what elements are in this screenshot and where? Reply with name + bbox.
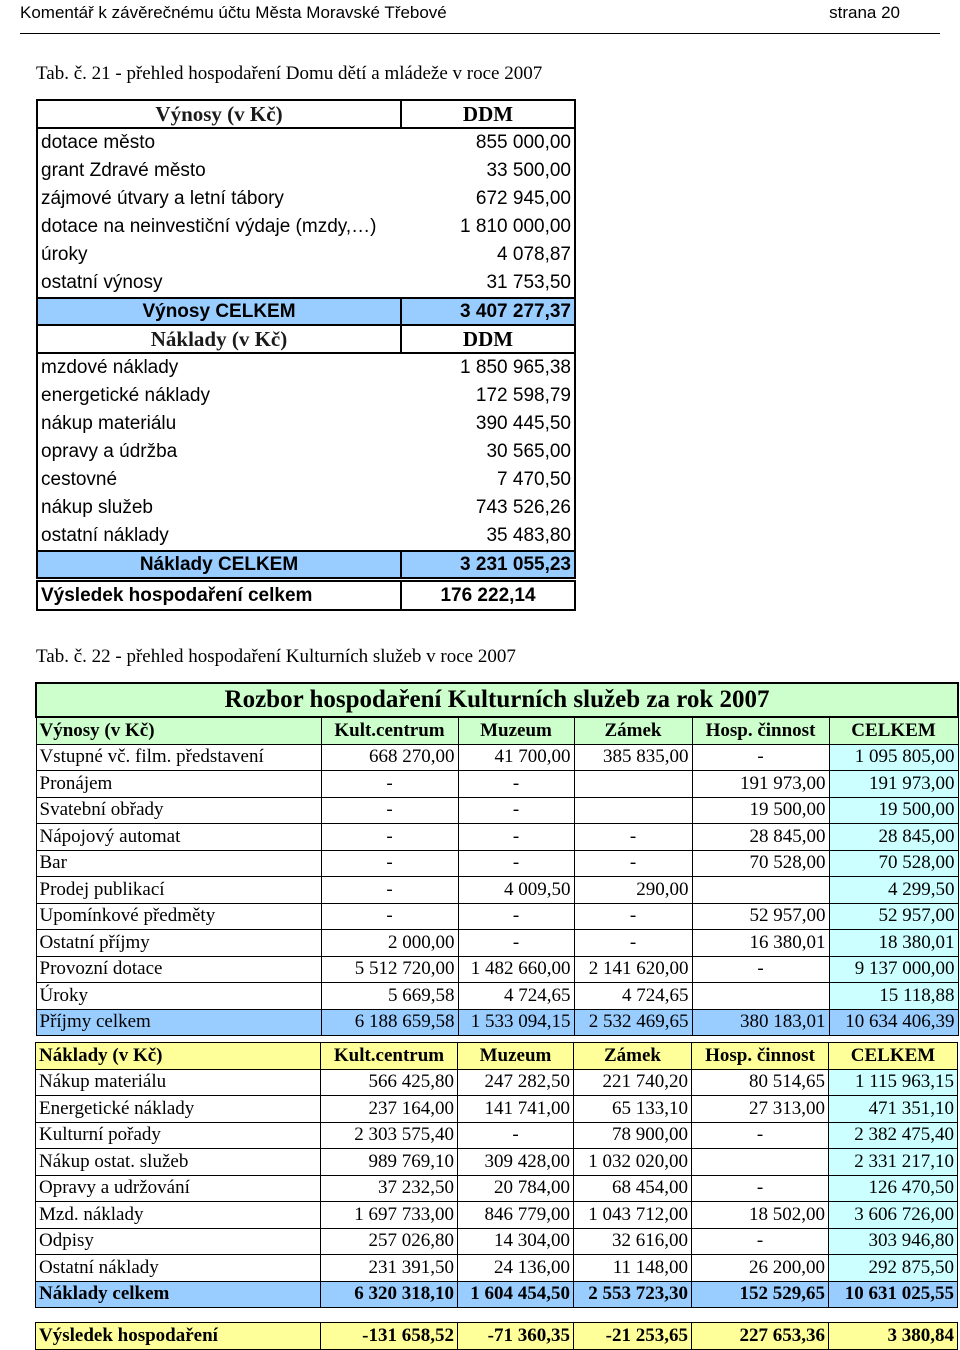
table2-result — [35, 1322, 958, 1350]
row-value: 2 382 475,40 — [829, 1122, 958, 1149]
table-row — [37, 213, 575, 241]
total-value: 1 604 454,50 — [458, 1281, 574, 1308]
row-label: dotace na neinvestiční výdaje (mzdy,…) — [37, 213, 401, 241]
table-row — [36, 983, 958, 1010]
row-value: 28 845,00 — [692, 824, 829, 851]
row-value: 35 483,80 — [401, 522, 575, 551]
row-value: 3 606 726,00 — [829, 1202, 958, 1229]
total-value: 2 532 469,65 — [574, 1009, 692, 1036]
row-label: nákup materiálu — [37, 410, 401, 438]
table-row — [37, 382, 575, 410]
row-label: cestovné — [37, 466, 401, 494]
row-value: 28 845,00 — [829, 824, 958, 851]
table-header-row — [36, 1043, 958, 1070]
row-value: 30 565,00 — [401, 438, 575, 466]
row-value: 191 973,00 — [829, 771, 958, 798]
row-value: 18 502,00 — [692, 1202, 829, 1229]
row-value: 32 616,00 — [574, 1228, 692, 1255]
row-value: 18 380,01 — [829, 930, 958, 957]
row-value: 4 724,65 — [458, 983, 574, 1010]
row-label: Vstupné vč. film. představení — [36, 744, 321, 771]
table1-revenues — [36, 99, 576, 326]
row-value: 5 669,58 — [321, 983, 458, 1010]
result-value: -131 658,52 — [321, 1323, 458, 1350]
row-value: 26 200,00 — [692, 1255, 829, 1282]
row-label: Odpisy — [36, 1228, 321, 1255]
row-value: 846 779,00 — [458, 1202, 574, 1229]
row-value: 743 526,26 — [401, 494, 575, 522]
row-value: - — [574, 824, 692, 851]
result-label: Výsledek hospodaření — [36, 1323, 321, 1350]
row-value: 70 528,00 — [829, 850, 958, 877]
row-value: 24 136,00 — [458, 1255, 574, 1282]
row-label: grant Zdravé město — [37, 157, 401, 185]
total-label: Náklady celkem — [36, 1281, 321, 1308]
row-value: - — [321, 850, 458, 877]
row-value: 672 945,00 — [401, 185, 575, 213]
row-value: 52 957,00 — [829, 903, 958, 930]
result-value: -71 360,35 — [458, 1323, 574, 1350]
column-header: Hosp. činnost — [692, 1043, 829, 1070]
row-value: - — [458, 930, 574, 957]
result-value: 227 653,36 — [692, 1323, 829, 1350]
column-header: Muzeum — [458, 1043, 574, 1070]
row-value: 11 148,00 — [574, 1255, 692, 1282]
row-label: Nákup materiálu — [36, 1069, 321, 1096]
row-value — [692, 983, 829, 1010]
row-value: 247 282,50 — [458, 1069, 574, 1096]
table-row — [37, 410, 575, 438]
total-label: Náklady CELKEM — [37, 551, 401, 578]
row-label: Bar — [36, 850, 321, 877]
row-value — [692, 877, 829, 904]
row-value: 1 032 020,00 — [574, 1149, 692, 1176]
table-row — [36, 903, 958, 930]
table-title-row — [36, 683, 958, 717]
row-value: 290,00 — [574, 877, 692, 904]
column-header: CELKEM — [829, 717, 958, 744]
table-row — [37, 185, 575, 213]
row-value: 9 137 000,00 — [829, 956, 958, 983]
table-row — [36, 956, 958, 983]
row-value: 471 351,10 — [829, 1096, 958, 1123]
row-value: 292 875,50 — [829, 1255, 958, 1282]
table2-caption: Tab. č. 22 - přehled hospodaření Kulturních služeb v roce 2007 — [36, 646, 516, 667]
row-value: - — [458, 797, 574, 824]
total-value: 3 231 055,23 — [401, 551, 575, 578]
table-row — [36, 930, 958, 957]
row-value: - — [692, 744, 829, 771]
row-label: mzdové náklady — [37, 353, 401, 382]
table-title: Rozbor hospodaření Kulturních služeb za rok 2007 — [36, 683, 958, 717]
row-value: 7 470,50 — [401, 466, 575, 494]
result-label: Výsledek hospodaření celkem — [37, 581, 401, 610]
table1-result — [36, 580, 576, 611]
row-value: - — [574, 850, 692, 877]
total-row — [37, 298, 575, 325]
table-row — [36, 771, 958, 798]
row-value — [574, 771, 692, 798]
row-value: 27 313,00 — [692, 1096, 829, 1123]
table-row — [37, 438, 575, 466]
column-header: Hosp. činnost — [692, 717, 829, 744]
row-value: 1 850 965,38 — [401, 353, 575, 382]
column-header: Kult.centrum — [321, 717, 458, 744]
row-label: Upomínkové předměty — [36, 903, 321, 930]
row-value: - — [321, 797, 458, 824]
table1-costs — [36, 324, 576, 579]
row-value: 231 391,50 — [321, 1255, 458, 1282]
row-label: úroky — [37, 241, 401, 269]
total-value: 380 183,01 — [692, 1009, 829, 1036]
row-value: 4 724,65 — [574, 983, 692, 1010]
row-value: - — [458, 824, 574, 851]
total-value: 10 634 406,39 — [829, 1009, 958, 1036]
row-value: 4 009,50 — [458, 877, 574, 904]
row-value: 33 500,00 — [401, 157, 575, 185]
row-value: 303 946,80 — [829, 1228, 958, 1255]
total-row — [36, 1009, 958, 1036]
row-value: 126 470,50 — [829, 1175, 958, 1202]
total-row — [36, 1281, 958, 1308]
row-value: 191 973,00 — [692, 771, 829, 798]
row-value: - — [458, 903, 574, 930]
row-value: 855 000,00 — [401, 128, 575, 157]
table-row — [36, 1255, 958, 1282]
row-value: 19 500,00 — [829, 797, 958, 824]
row-value: 385 835,00 — [574, 744, 692, 771]
row-value: 2 303 575,40 — [321, 1122, 458, 1149]
row-value: 5 512 720,00 — [321, 956, 458, 983]
row-value: - — [692, 956, 829, 983]
page-header-title: Komentář k závěrečnému účtu Města Moravské Třebové — [20, 3, 447, 22]
row-value: 1 115 963,15 — [829, 1069, 958, 1096]
row-value: - — [692, 1228, 829, 1255]
row-label: Mzd. náklady — [36, 1202, 321, 1229]
row-value: 566 425,80 — [321, 1069, 458, 1096]
row-value: - — [321, 877, 458, 904]
row-value: 1 810 000,00 — [401, 213, 575, 241]
row-value: 41 700,00 — [458, 744, 574, 771]
table-row — [36, 824, 958, 851]
row-value: 309 428,00 — [458, 1149, 574, 1176]
table-row — [36, 797, 958, 824]
row-value: 1 095 805,00 — [829, 744, 958, 771]
total-value: 1 533 094,15 — [458, 1009, 574, 1036]
table-header-row — [37, 100, 575, 128]
result-value: -21 253,65 — [574, 1323, 692, 1350]
table-row — [36, 1175, 958, 1202]
row-value: 668 270,00 — [321, 744, 458, 771]
table-row — [36, 1228, 958, 1255]
row-label: Úroky — [36, 983, 321, 1010]
table-row — [37, 522, 575, 551]
row-value: 65 133,10 — [574, 1096, 692, 1123]
row-value: 4 299,50 — [829, 877, 958, 904]
result-value: 176 222,14 — [401, 581, 575, 610]
row-label: Nápojový automat — [36, 824, 321, 851]
row-value: - — [692, 1175, 829, 1202]
row-value: - — [574, 903, 692, 930]
table-row — [36, 1122, 958, 1149]
table-row — [37, 128, 575, 157]
table2-costs — [35, 1042, 958, 1308]
table-row — [37, 353, 575, 382]
column-header: Kult.centrum — [321, 1043, 458, 1070]
row-value: - — [574, 930, 692, 957]
row-value: 68 454,00 — [574, 1175, 692, 1202]
table1-result-row — [37, 581, 575, 610]
total-value: 2 553 723,30 — [574, 1281, 692, 1308]
row-label: Opravy a udržování — [36, 1175, 321, 1202]
row-value: 2 000,00 — [321, 930, 458, 957]
column-header: Zámek — [574, 717, 692, 744]
row-label: nákup služeb — [37, 494, 401, 522]
row-value: 20 784,00 — [458, 1175, 574, 1202]
row-value: - — [321, 903, 458, 930]
row-label: Ostatní náklady — [36, 1255, 321, 1282]
row-label: Kulturní pořady — [36, 1122, 321, 1149]
table-row — [36, 744, 958, 771]
total-label: Výnosy CELKEM — [37, 298, 401, 325]
row-value: 2 331 217,10 — [829, 1149, 958, 1176]
table-row — [37, 241, 575, 269]
table-row — [36, 1149, 958, 1176]
table1-caption: Tab. č. 21 - přehled hospodaření Domu dětí a mládeže v roce 2007 — [36, 63, 543, 84]
table-row — [37, 466, 575, 494]
total-value: 6 188 659,58 — [321, 1009, 458, 1036]
total-label: Příjmy celkem — [36, 1009, 321, 1036]
row-value: 172 598,79 — [401, 382, 575, 410]
row-value: 52 957,00 — [692, 903, 829, 930]
total-value: 152 529,65 — [692, 1281, 829, 1308]
column-header: DDM — [401, 100, 575, 128]
row-label: opravy a údržba — [37, 438, 401, 466]
row-label: Svatební obřady — [36, 797, 321, 824]
column-header: Zámek — [574, 1043, 692, 1070]
table-row — [36, 1096, 958, 1123]
row-value: 4 078,87 — [401, 241, 575, 269]
row-value: 141 741,00 — [458, 1096, 574, 1123]
row-label: Pronájem — [36, 771, 321, 798]
row-value: 2 141 620,00 — [574, 956, 692, 983]
table-row — [36, 877, 958, 904]
row-value: 1 697 733,00 — [321, 1202, 458, 1229]
row-value: - — [321, 824, 458, 851]
row-value: - — [692, 1122, 829, 1149]
row-value: 16 380,01 — [692, 930, 829, 957]
row-value: 19 500,00 — [692, 797, 829, 824]
result-value: 3 380,84 — [829, 1323, 958, 1350]
row-value: 15 118,88 — [829, 983, 958, 1010]
row-value: 1 043 712,00 — [574, 1202, 692, 1229]
table-row — [37, 269, 575, 298]
column-header: Náklady (v Kč) — [37, 325, 401, 353]
row-label: Nákup ostat. služeb — [36, 1149, 321, 1176]
row-label: Ostatní příjmy — [36, 930, 321, 957]
table-row — [36, 1202, 958, 1229]
row-value: 80 514,65 — [692, 1069, 829, 1096]
row-value: 14 304,00 — [458, 1228, 574, 1255]
row-value: 390 445,50 — [401, 410, 575, 438]
table-row — [37, 494, 575, 522]
row-label: ostatní výnosy — [37, 269, 401, 298]
row-value: 257 026,80 — [321, 1228, 458, 1255]
row-value — [692, 1149, 829, 1176]
table-row — [37, 157, 575, 185]
row-label: Prodej publikací — [36, 877, 321, 904]
result-row — [36, 1323, 958, 1350]
page-header — [20, 0, 940, 34]
column-header: CELKEM — [829, 1043, 958, 1070]
table2-revenues — [35, 682, 959, 1036]
column-header: Výnosy (v Kč) — [37, 100, 401, 128]
row-value: - — [321, 771, 458, 798]
total-value: 10 631 025,55 — [829, 1281, 958, 1308]
row-value: 37 232,50 — [321, 1175, 458, 1202]
column-header: Výnosy (v Kč) — [36, 717, 321, 744]
column-header: Náklady (v Kč) — [36, 1043, 321, 1070]
row-value: - — [458, 850, 574, 877]
row-value: 78 900,00 — [574, 1122, 692, 1149]
row-value — [574, 797, 692, 824]
row-value: 70 528,00 — [692, 850, 829, 877]
row-value: 989 769,10 — [321, 1149, 458, 1176]
page-number: strana 20 — [829, 3, 900, 22]
row-label: Provozní dotace — [36, 956, 321, 983]
row-value: 221 740,20 — [574, 1069, 692, 1096]
row-value: 31 753,50 — [401, 269, 575, 298]
column-header: Muzeum — [458, 717, 574, 744]
table-row — [36, 1069, 958, 1096]
row-label: ostatní náklady — [37, 522, 401, 551]
row-label: zájmové útvary a letní tábory — [37, 185, 401, 213]
total-value: 3 407 277,37 — [401, 298, 575, 325]
table-header-row — [37, 325, 575, 353]
table-header-row — [36, 717, 958, 744]
row-value: - — [458, 771, 574, 798]
row-value: 237 164,00 — [321, 1096, 458, 1123]
row-label: energetické náklady — [37, 382, 401, 410]
total-row — [37, 551, 575, 578]
table-row — [36, 850, 958, 877]
row-value: - — [458, 1122, 574, 1149]
row-value: 1 482 660,00 — [458, 956, 574, 983]
total-value: 6 320 318,10 — [321, 1281, 458, 1308]
column-header: DDM — [401, 325, 575, 353]
row-label: dotace město — [37, 128, 401, 157]
row-label: Energetické náklady — [36, 1096, 321, 1123]
